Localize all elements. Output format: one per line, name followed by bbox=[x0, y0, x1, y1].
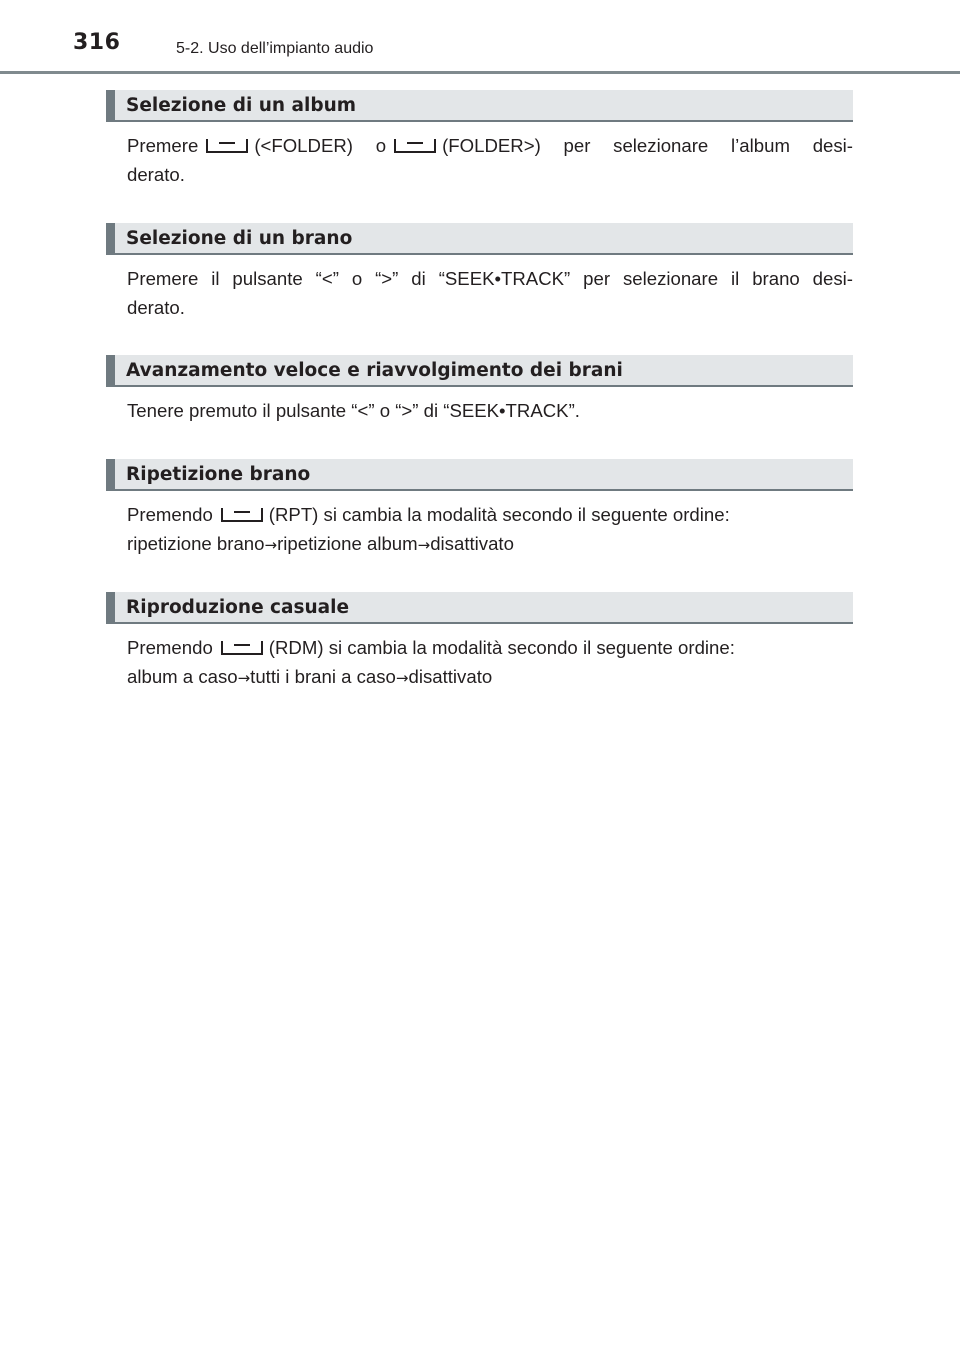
order-item: ripetizione brano bbox=[127, 533, 265, 554]
section-header-track bbox=[106, 223, 853, 255]
section-header-seek bbox=[106, 355, 853, 387]
section-header-repeat bbox=[106, 459, 853, 491]
text-fragment: Premere bbox=[127, 135, 199, 156]
text-fragment: (FOLDER>) per selezionare l’album desi- bbox=[442, 135, 854, 156]
paragraph-line bbox=[127, 504, 730, 525]
arrow-icon: → bbox=[237, 669, 251, 687]
order-item: tutti i brani a caso bbox=[250, 666, 396, 687]
section-header-album bbox=[106, 90, 853, 122]
text-fragment: (RDM) si cambia la modalità secondo il seguente ordine: bbox=[268, 637, 735, 658]
arrow-icon: → bbox=[395, 669, 409, 687]
text-fragment: (<FOLDER) o bbox=[254, 135, 387, 156]
order-item: disattivato bbox=[408, 666, 493, 687]
button-icon bbox=[221, 641, 263, 655]
section-title: Riproduzione casuale bbox=[126, 597, 350, 618]
button-icon bbox=[221, 508, 263, 522]
paragraph-line bbox=[127, 533, 514, 554]
section-header-random bbox=[106, 592, 853, 624]
text-fragment: Premendo bbox=[127, 504, 213, 525]
section-title: Selezione di un brano bbox=[126, 228, 353, 249]
paragraph-repeat bbox=[127, 500, 853, 560]
paragraph-seek bbox=[127, 396, 853, 425]
paragraph-line: Premere il pulsante “<” o “>” di “SEEK•TRACK” per selezionare il brano desi- bbox=[127, 268, 853, 289]
arrow-icon: → bbox=[264, 536, 278, 554]
text-fragment: (RPT) si cambia la modalità secondo il seguente ordine: bbox=[268, 504, 730, 525]
section-title: Ripetizione brano bbox=[126, 464, 311, 485]
order-item: album a caso bbox=[127, 666, 238, 687]
paragraph-line bbox=[127, 131, 853, 160]
section-title: Selezione di un album bbox=[126, 95, 357, 116]
order-item: disattivato bbox=[430, 533, 514, 554]
arrow-icon: → bbox=[417, 536, 431, 554]
chapter-title: 5-2. Uso dell’impianto audio bbox=[176, 40, 374, 57]
paragraph-random bbox=[127, 633, 853, 693]
paragraph-line bbox=[127, 666, 492, 687]
paragraph-line: derato. bbox=[127, 164, 185, 185]
paragraph-line bbox=[127, 637, 735, 658]
section-title: Avanzamento veloce e riavvolgimento dei brani bbox=[126, 360, 623, 381]
text-fragment: Premendo bbox=[127, 637, 213, 658]
order-item: ripetizione album bbox=[277, 533, 418, 554]
button-icon bbox=[394, 139, 436, 153]
paragraph-track bbox=[127, 264, 853, 322]
paragraph-line: Tenere premuto il pulsante “<” o “>” di “SEEK•TRACK”. bbox=[127, 400, 580, 421]
paragraph-album bbox=[127, 131, 853, 189]
button-icon bbox=[206, 139, 248, 153]
paragraph-line: derato. bbox=[127, 297, 185, 318]
header-divider bbox=[0, 71, 960, 74]
page-number: 316 bbox=[73, 30, 121, 55]
